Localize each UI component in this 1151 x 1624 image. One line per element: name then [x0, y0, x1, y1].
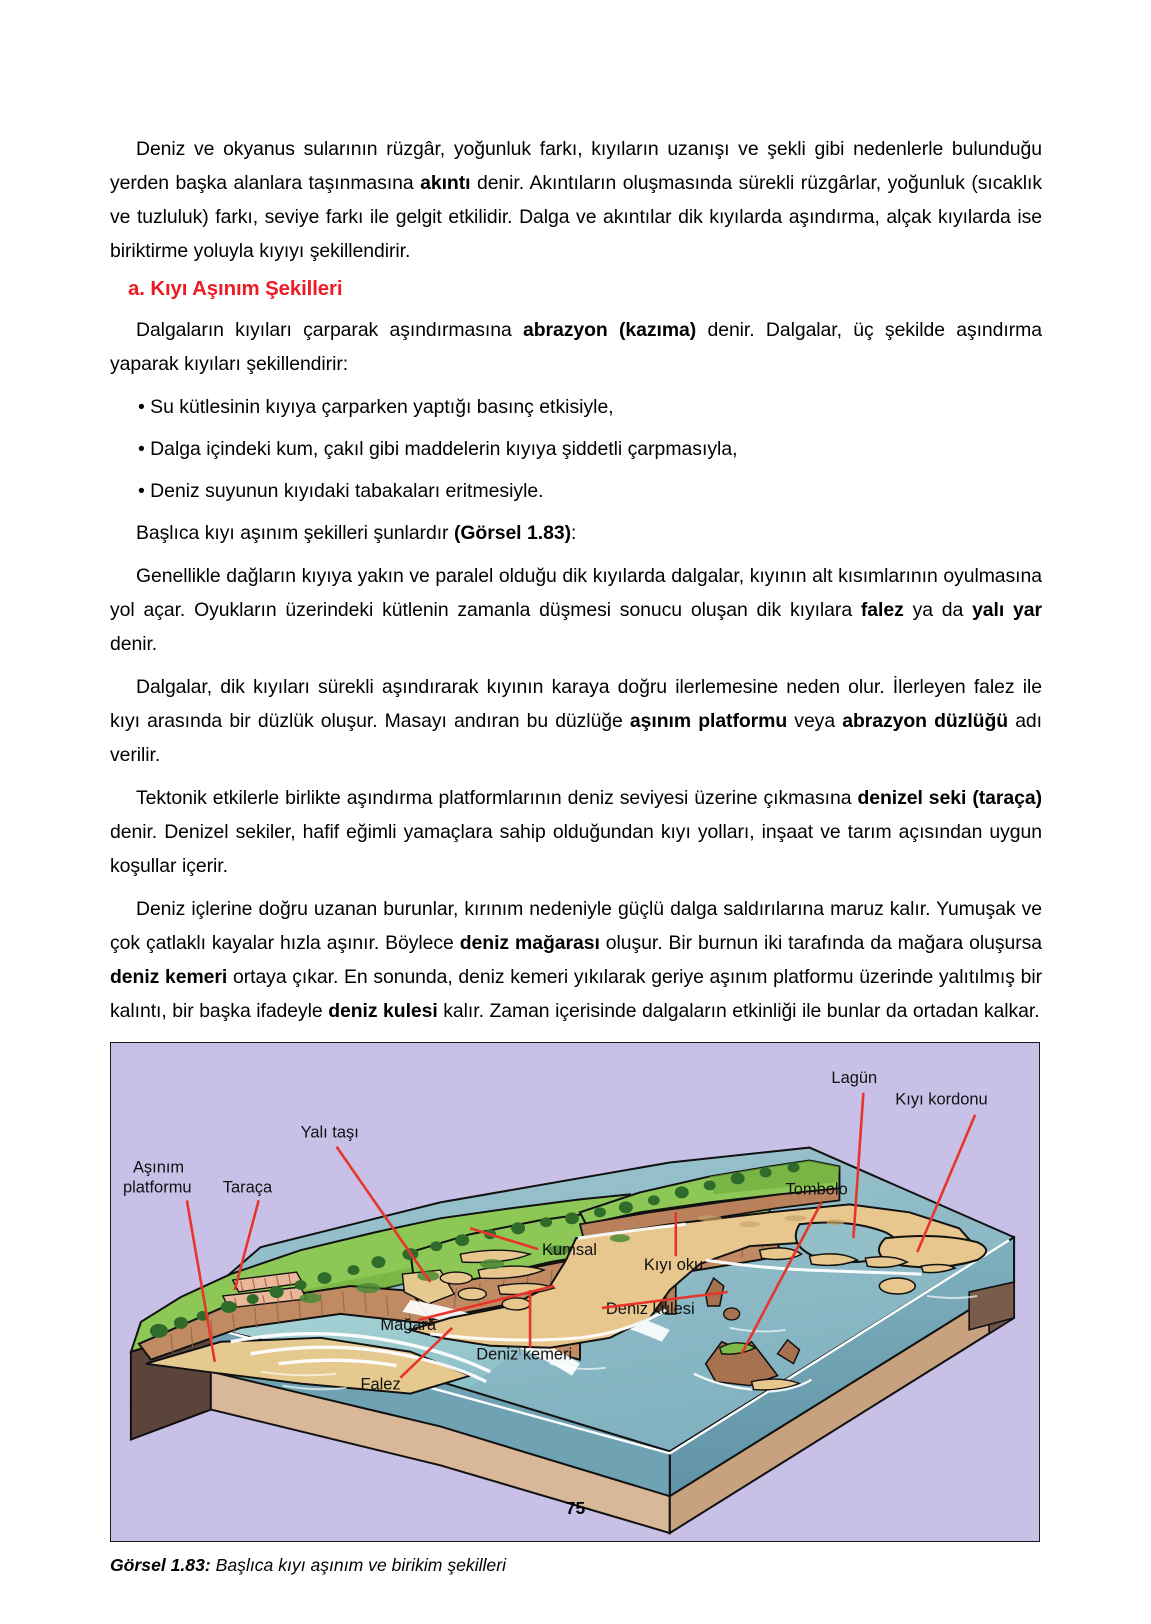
p2-text-b: denir. Dalgalar, üç şekilde aşındırma yaparak kıyıları şekillendirir:	[110, 319, 1042, 375]
p2-text-a: Dalgaların kıyıları çarparak aşındırmasına	[136, 319, 523, 341]
label-deniz-kemeri: Deniz kemeri	[476, 1345, 573, 1364]
p7-text-a: Deniz içlerine doğru uzanan burunlar, kırınım nedeniyle güçlü dalga saldırılarına maruz kalır. Yumuşak ve çok çatlaklı kayalar hızla aşınır. Böylece	[110, 898, 1042, 954]
p7-text-b: oluşur. Bir burnun iki tarafında da mağara oluşursa	[599, 932, 1042, 954]
label-kumsal: Kumsal	[542, 1241, 597, 1260]
p7-bold-kule: deniz kulesi	[328, 1000, 438, 1022]
label-taraca: Taraça	[222, 1178, 273, 1197]
p4-text-a: Genellikle dağların kıyıya yakın ve paralel olduğu dik kıyılarda dalgalar, kıyının alt kısımlarının oyulmasına yol açar. Oyukların üzerindeki kütlenin zamanla düşmesi sonucu oluşan dik kıyılara	[110, 565, 1042, 621]
section-heading-kiyi-asinim-sekilleri: a. Kıyı Aşınım Şekilleri	[128, 278, 343, 300]
p4-bold-yali-yar: yalı yar	[972, 599, 1042, 621]
figure-image-frame	[110, 1042, 1040, 1542]
caption-label: Görsel 1.83:	[110, 1555, 211, 1575]
p5-text-c: adı verilir.	[110, 710, 1042, 766]
page-number: 75	[565, 1498, 586, 1518]
label-magara: Mağara	[380, 1315, 437, 1334]
p4-text-c: denir.	[110, 633, 158, 655]
paragraph-intro	[110, 132, 1042, 268]
p6-text-b: denir. Denizel sekiler, hafif eğimli yamaçlara sahip olduğundan kıyı yolları, inşaat ve tarım açısından uygun koşullar içerir.	[110, 821, 1042, 877]
p6-bold-denizel-seki: denizel seki (taraça)	[857, 787, 1042, 809]
p1-text-b: denir. Akıntıların oluşmasında sürekli rüzgârlar, yoğunluk (sıcaklık ve tuzluluk) farkı, seviye farkı ile gelgit etkilidir. Dalga ve akıntılar dik kıyılarda aşındırma, alçak kıyılarda ise biriktirme yoluyla kıyıyı şekillendirir.	[110, 172, 1042, 262]
p2-bold-abrazyon: abrazyon (kazıma)	[522, 319, 697, 341]
list-item: • Deniz suyunun kıyıdaki tabakaları eritmesiyle.	[138, 480, 544, 502]
paragraph-falez	[110, 559, 1042, 661]
label-yali-tasi: Yalı taşı	[300, 1123, 359, 1142]
label-asinim-platformu-line1: Aşınım	[132, 1158, 185, 1177]
paragraph-abrazyon	[110, 313, 1042, 381]
label-kiyi-kordonu: Kıyı kordonu	[895, 1090, 988, 1109]
p5-text-b: veya	[787, 710, 843, 732]
paragraph-gorsel-ref	[110, 516, 1042, 550]
p1-text-a: Deniz ve okyanus sularının rüzgâr, yoğunluk farkı, kıyıların uzanışı ve şekli gibi nedenlerle bulunduğu yerden başka alanlara taşınmasına	[110, 138, 1042, 194]
p7-text-c: ortaya çıkar. En sonunda, deniz kemeri yıkılarak geriye aşınım platformu üzerinde yalıtılmış bir kalıntı, bir başka ifadeyle	[110, 966, 1042, 1022]
p6-text-a: Tektonik etkilerle birlikte aşındırma platformlarının deniz seviyesi üzerine çıkmasına	[136, 787, 858, 809]
p4-bold-falez: falez	[860, 599, 904, 621]
figure-gorsel-1-83	[110, 1042, 1042, 1576]
p3-bold-gorsel: (Görsel 1.83)	[453, 522, 572, 544]
label-asinim-platformu-line2: platformu	[122, 1178, 192, 1197]
paragraph-denizel-seki	[110, 781, 1042, 883]
page-content-area	[110, 0, 1042, 1624]
figure-caption	[110, 1555, 1042, 1576]
label-lagun: Lagün	[831, 1068, 878, 1087]
paragraph-deniz-magarasi	[110, 892, 1042, 1028]
list-item: • Su kütlesinin kıyıya çarparken yaptığı basınç etkisiyle,	[138, 396, 614, 418]
label-falez: Falez	[360, 1375, 401, 1394]
label-deniz-kulesi: Deniz kulesi	[605, 1299, 695, 1318]
list-item: • Dalga içindeki kum, çakıl gibi maddelerin kıyıya şiddetli çarpmasıyla,	[138, 438, 738, 460]
p3-text-a: Başlıca kıyı aşınım şekilleri şunlardır	[136, 522, 454, 544]
p4-text-b: ya da	[903, 599, 973, 621]
paragraph-asinim-platformu	[110, 670, 1042, 772]
p7-bold-kemer: deniz kemeri	[110, 966, 228, 988]
p3-text-b: :	[571, 522, 577, 544]
label-kiyi-oku: Kıyı oku	[643, 1256, 704, 1275]
p7-text-d: kalır. Zaman içerisinde dalgaların etkinliği ile bunlar da ortadan kalkar.	[437, 1000, 1040, 1022]
p5-bold-abrazyon-duzlugu: abrazyon düzlüğü	[842, 710, 1009, 732]
caption-text: Başlıca kıyı aşınım ve birikim şekilleri	[210, 1555, 506, 1575]
coastal-landforms-block-diagram	[111, 1043, 1039, 1541]
label-tombolo: Tombolo	[785, 1180, 848, 1199]
p1-bold-akinti: akıntı	[420, 172, 471, 194]
p5-bold-platform: aşınım platformu	[629, 710, 788, 732]
p7-bold-magara: deniz mağarası	[459, 932, 600, 954]
p5-text-a: Dalgalar, dik kıyıları sürekli aşındırarak kıyının karaya doğru ilerlemesine neden olur. İlerleyen falez ile kıyı arasında bir düzlük oluşur. Masayı andıran bu düzlüğe	[110, 676, 1042, 732]
